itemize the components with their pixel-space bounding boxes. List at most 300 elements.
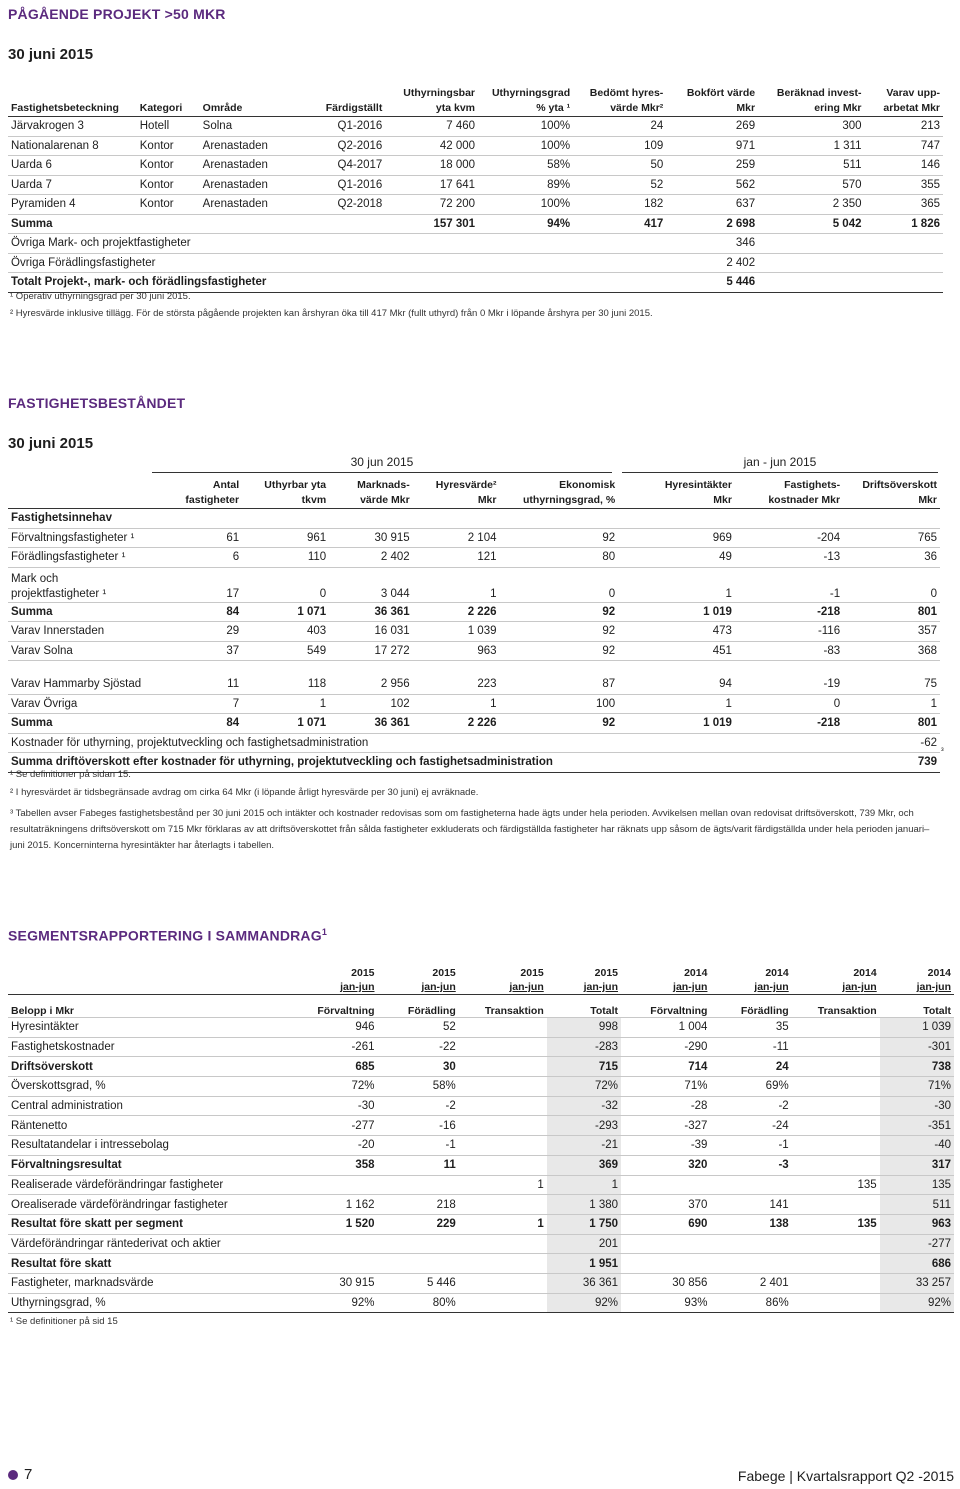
- year-header: 2014 jan-jun: [916, 967, 951, 993]
- table-cell: 100: [500, 694, 619, 714]
- col-header: Färdigställt: [308, 84, 386, 117]
- table-cell: [459, 1018, 547, 1038]
- table-cell: Mark och projektfastigheter ¹: [8, 567, 160, 602]
- table-cell: -40: [880, 1136, 954, 1156]
- section-title-segment: [8, 927, 327, 944]
- table-cell: 317: [880, 1155, 954, 1175]
- table-cell: Varav Övriga: [8, 694, 160, 714]
- col-header: Bokfört värde Mkr: [666, 84, 758, 117]
- table-cell: [710, 1234, 791, 1254]
- table-cell: Orealiserade värdeförändringar fastigheter: [8, 1195, 293, 1215]
- table-cell: -2: [378, 1096, 459, 1116]
- row-label: Totalt Projekt-, mark- och förädlingsfastigheter: [8, 273, 666, 293]
- table-cell: -1: [378, 1136, 459, 1156]
- col-header: Varav upp- arbetat Mkr: [865, 84, 944, 117]
- section-label: Fastighetsinnehav: [8, 509, 940, 529]
- kostnader-row: [8, 733, 940, 753]
- table-cell: 1: [459, 1214, 547, 1234]
- table-cell: 1: [413, 694, 500, 714]
- table-cell: Q2-2018: [308, 195, 386, 215]
- table-cell: [459, 1254, 547, 1274]
- table-cell: 971: [666, 136, 758, 156]
- table-cell: 87: [500, 675, 619, 694]
- year-header: 2014 jan-jun: [673, 967, 708, 993]
- col-header: Område: [200, 84, 308, 117]
- table-row: [8, 156, 943, 176]
- table-cell: Fastigheter, marknadsvärde: [8, 1273, 293, 1293]
- table-row: [8, 195, 943, 215]
- table-cell: 259: [666, 156, 758, 176]
- table-cell: 1 019: [618, 602, 735, 622]
- footnote-2: ² Hyresvärde inklusive tillägg. För de största pågående projekten kan årshyran öka till 417 Mkr (fullt uthyrd) från 0 Mkr i löpande årshyra per 30 juni 2015.: [10, 308, 653, 319]
- section-date-projekt: 30 juni 2015: [8, 46, 94, 63]
- table-cell: 1: [843, 694, 940, 714]
- table-cell: Varav Solna: [8, 641, 160, 661]
- table-cell: [200, 214, 308, 234]
- table-cell: Arenastaden: [200, 195, 308, 215]
- table-cell: Uarda 7: [8, 175, 137, 195]
- col-header: Förädling: [378, 995, 459, 1018]
- table-cell: [308, 214, 386, 234]
- table-cell: -22: [378, 1037, 459, 1057]
- table-cell: [459, 1096, 547, 1116]
- table-cell: [710, 1175, 791, 1195]
- table-cell: 35: [710, 1018, 791, 1038]
- year-header: 2014 jan-jun: [842, 967, 877, 993]
- section-title-segment-text: SEGMENTSRAPPORTERING I SAMMANDRAG: [8, 927, 322, 944]
- table-cell: -204: [735, 528, 843, 548]
- table-cell: Förvaltningsresultat: [8, 1155, 293, 1175]
- table-cell: 715: [547, 1057, 621, 1077]
- table-cell: [459, 1057, 547, 1077]
- table-cell: 1: [618, 567, 735, 602]
- table-cell: 1 951: [547, 1254, 621, 1274]
- table-cell: 33 257: [880, 1273, 954, 1293]
- table-cell: 49: [618, 548, 735, 568]
- table-cell: [293, 1234, 377, 1254]
- table-cell: [792, 1096, 880, 1116]
- table-cell: Hotell: [137, 117, 200, 137]
- extra-row: [8, 234, 943, 254]
- table-cell: -351: [880, 1116, 954, 1136]
- table-cell: Överskottsgrad, %: [8, 1077, 293, 1097]
- table-cell: 92: [500, 714, 619, 734]
- table-cell: [792, 1273, 880, 1293]
- spacer-cell: [8, 661, 940, 676]
- table-cell: [710, 1254, 791, 1274]
- table-row: [8, 136, 943, 156]
- table-cell: -16: [378, 1116, 459, 1136]
- table-cell: 92%: [880, 1293, 954, 1313]
- col-header: Förvaltning: [621, 995, 710, 1018]
- table-cell: 30 856: [621, 1273, 710, 1293]
- table-cell: 1 019: [618, 714, 735, 734]
- table-cell: -327: [621, 1116, 710, 1136]
- table-row: [8, 1195, 954, 1215]
- table-cell: 92: [500, 602, 619, 622]
- table-cell: 5 446: [378, 1273, 459, 1293]
- table-cell: -293: [547, 1116, 621, 1136]
- table-cell: Förädlingsfastigheter ¹: [8, 548, 160, 568]
- table-cell: Förvaltningsfastigheter ¹: [8, 528, 160, 548]
- table-cell: 0: [843, 567, 940, 602]
- table-cell: 3 044: [329, 567, 413, 602]
- table-cell: 11: [160, 675, 242, 694]
- table-cell: 0: [242, 567, 329, 602]
- table-cell: 157 301: [385, 214, 478, 234]
- table-cell: 747: [865, 136, 944, 156]
- table-cell: 365: [865, 195, 944, 215]
- table-cell: 36 361: [329, 714, 413, 734]
- table-cell: 201: [547, 1234, 621, 1254]
- row-label: Summa driftöverskott efter kostnader för uthyrning, projektutveckling och fastighetsadministration: [8, 753, 843, 773]
- section-header-row: [8, 509, 940, 529]
- row-value: 5 446: [666, 273, 758, 293]
- table-cell: 2 226: [413, 602, 500, 622]
- year-header: 2015 jan-jun: [421, 967, 456, 993]
- col-header: Totalt: [880, 995, 954, 1018]
- col-header: [8, 962, 293, 995]
- table-cell: Kontor: [137, 175, 200, 195]
- table-cell: 30: [378, 1057, 459, 1077]
- table-cell: [792, 1116, 880, 1136]
- table-cell: 0: [735, 694, 843, 714]
- table-cell: 969: [618, 528, 735, 548]
- table-cell: 1 039: [880, 1018, 954, 1038]
- row-value: 2 402: [666, 253, 758, 273]
- table-row: [8, 548, 940, 568]
- table-cell: [792, 1136, 880, 1156]
- table-cell: [792, 1155, 880, 1175]
- table-cell: [792, 1293, 880, 1313]
- table-cell: 1 520: [293, 1214, 377, 1234]
- table-cell: 80: [500, 548, 619, 568]
- table-cell: 451: [618, 641, 735, 661]
- table-cell: 121: [413, 548, 500, 568]
- table-cell: 355: [865, 175, 944, 195]
- table-cell: 94: [618, 675, 735, 694]
- segment-table: [8, 962, 954, 1313]
- table-cell: 218: [378, 1195, 459, 1215]
- table-cell: 963: [880, 1214, 954, 1234]
- table-row: [8, 117, 943, 137]
- table-cell: 71%: [621, 1077, 710, 1097]
- table-cell: 17 272: [329, 641, 413, 661]
- section-title-sup: 1: [321, 927, 328, 937]
- col-header: Hyresintäkter Mkr: [664, 479, 732, 506]
- table-cell: 2 104: [413, 528, 500, 548]
- table-cell: -32: [547, 1096, 621, 1116]
- report-title: Fabege | Kvartalsrapport Q2 -2015: [737, 1468, 954, 1484]
- table-cell: 52: [573, 175, 666, 195]
- table-cell: 100%: [478, 136, 573, 156]
- table-cell: Realiserade värdeförändringar fastigheter: [8, 1175, 293, 1195]
- table-cell: [792, 1195, 880, 1215]
- table-cell: -261: [293, 1037, 377, 1057]
- table-cell: [758, 253, 943, 273]
- table-cell: 1: [242, 694, 329, 714]
- table-cell: -19: [735, 675, 843, 694]
- table-cell: Pyramiden 4: [8, 195, 137, 215]
- table-cell: [378, 1175, 459, 1195]
- table-cell: [459, 1077, 547, 1097]
- year-header: 2015 jan-jun: [583, 967, 619, 993]
- footnote-s3: ¹ Se definitioner på sid 15: [10, 1316, 118, 1327]
- table-cell: 84: [160, 714, 242, 734]
- table-row: [8, 1234, 954, 1254]
- table-cell: 369: [547, 1155, 621, 1175]
- table-cell: 146: [865, 156, 944, 176]
- year-header: 2014 jan-jun: [754, 967, 789, 993]
- total-note: ³: [941, 746, 944, 755]
- table-cell: 94%: [478, 214, 573, 234]
- table-cell: 2 956: [329, 675, 413, 694]
- table-cell: 1: [547, 1175, 621, 1195]
- table-cell: Nationalarenan 8: [8, 136, 137, 156]
- table-cell: 42 000: [385, 136, 478, 156]
- table-cell: 100%: [478, 195, 573, 215]
- table-cell: -290: [621, 1037, 710, 1057]
- table-cell: 417: [573, 214, 666, 234]
- table-cell: 72%: [293, 1077, 377, 1097]
- table-cell: 1 380: [547, 1195, 621, 1215]
- table-cell: 213: [865, 117, 944, 137]
- table-cell: 2 698: [666, 214, 758, 234]
- col-header: [8, 476, 160, 509]
- table-cell: Fastighetskostnader: [8, 1037, 293, 1057]
- table-cell: 963: [413, 641, 500, 661]
- table-cell: 714: [621, 1057, 710, 1077]
- table-cell: Uarda 6: [8, 156, 137, 176]
- table-cell: 690: [621, 1214, 710, 1234]
- table-cell: 58%: [378, 1077, 459, 1097]
- table-cell: 765: [843, 528, 940, 548]
- col-header: Marknads- värde Mkr: [357, 479, 410, 506]
- table-cell: [758, 273, 943, 293]
- table-cell: 92: [500, 622, 619, 642]
- table-cell: 998: [547, 1018, 621, 1038]
- property-holdings-table: [8, 476, 940, 773]
- table-cell: Arenastaden: [200, 156, 308, 176]
- table-row: [8, 1077, 954, 1097]
- table-cell: 2 350: [758, 195, 864, 215]
- table-cell: Q4-2017: [308, 156, 386, 176]
- table-cell: -30: [293, 1096, 377, 1116]
- table-row: [8, 567, 940, 602]
- table-row: [8, 1018, 954, 1038]
- table-cell: [621, 1175, 710, 1195]
- year-header: 2015 jan-jun: [340, 967, 375, 993]
- table-cell: [792, 1018, 880, 1038]
- col-header: Uthyrbar yta tkvm: [264, 479, 327, 506]
- table-cell: 1 162: [293, 1195, 377, 1215]
- table-cell: 637: [666, 195, 758, 215]
- table-row: [8, 1116, 954, 1136]
- table-cell: Värdeförändringar räntederivat och aktier: [8, 1234, 293, 1254]
- table-row: [8, 1175, 954, 1195]
- page-number-text: 7: [24, 1466, 33, 1483]
- table-cell: -277: [293, 1116, 377, 1136]
- table-cell: 50: [573, 156, 666, 176]
- table-cell: Q1-2016: [308, 117, 386, 137]
- table-cell: 7: [160, 694, 242, 714]
- table-cell: 1 071: [242, 602, 329, 622]
- footnote-s2-2: ² I hyresvärdet är tidsbegränsade avdrag om cirka 64 Mkr (i löpande årligt hyresvärde per 30 juni) ej avräknade.: [10, 787, 479, 798]
- table-row: [8, 602, 940, 622]
- table-cell: 29: [160, 622, 242, 642]
- bullet-icon: [8, 1470, 18, 1480]
- table-cell: 30 915: [329, 528, 413, 548]
- table-cell: 2 226: [413, 714, 500, 734]
- row-value: -62: [843, 733, 940, 753]
- table-row: [8, 1057, 954, 1077]
- page-number: [8, 1466, 32, 1483]
- table-row: [8, 1096, 954, 1116]
- table-cell: Q1-2016: [308, 175, 386, 195]
- table-cell: 37: [160, 641, 242, 661]
- table-cell: Summa: [8, 714, 160, 734]
- col-header: Transaktion: [792, 995, 880, 1018]
- table-cell: Central administration: [8, 1096, 293, 1116]
- table-row: [8, 1155, 954, 1175]
- table-cell: 93%: [621, 1293, 710, 1313]
- table-cell: 685: [293, 1057, 377, 1077]
- table-cell: 75: [843, 675, 940, 694]
- col-header: Kategori: [137, 84, 200, 117]
- table-cell: 141: [710, 1195, 791, 1215]
- table-cell: 1 039: [413, 622, 500, 642]
- table-cell: Solna: [200, 117, 308, 137]
- table-cell: 1 750: [547, 1214, 621, 1234]
- table-cell: 16 031: [329, 622, 413, 642]
- table-cell: 80%: [378, 1293, 459, 1313]
- table-cell: -218: [735, 714, 843, 734]
- table-cell: 1 311: [758, 136, 864, 156]
- table-cell: [293, 1175, 377, 1195]
- table-row: [8, 1214, 954, 1234]
- table-cell: 36: [843, 548, 940, 568]
- spacer-row: [8, 661, 940, 676]
- table-cell: 110: [242, 548, 329, 568]
- table-cell: 357: [843, 622, 940, 642]
- table-cell: [459, 1155, 547, 1175]
- col-header: Beräknad invest- ering Mkr: [758, 84, 864, 117]
- table-cell: Uthyrningsgrad, %: [8, 1293, 293, 1313]
- row-label: Övriga Mark- och projektfastigheter: [8, 234, 666, 254]
- table-cell: -277: [880, 1234, 954, 1254]
- extra-row: [8, 253, 943, 273]
- table-cell: 11: [378, 1155, 459, 1175]
- table-cell: 92: [500, 641, 619, 661]
- table-cell: 511: [758, 156, 864, 176]
- table-cell: [459, 1037, 547, 1057]
- table-cell: 24: [710, 1057, 791, 1077]
- table-cell: [792, 1057, 880, 1077]
- table-cell: 138: [710, 1214, 791, 1234]
- footnote-1: ¹ Operativ uthyrningsgrad per 30 juni 2015.: [10, 291, 191, 302]
- table-cell: [459, 1195, 547, 1215]
- table-cell: [459, 1136, 547, 1156]
- table-row: [8, 1037, 954, 1057]
- table-cell: 30 915: [293, 1273, 377, 1293]
- table-row: [8, 528, 940, 548]
- table-cell: 100%: [478, 117, 573, 137]
- table-cell: -11: [710, 1037, 791, 1057]
- table-cell: 1: [618, 694, 735, 714]
- col-header: Uthyrningsgrad % yta ¹: [478, 84, 573, 117]
- table-cell: [459, 1293, 547, 1313]
- table-cell: Kontor: [137, 195, 200, 215]
- table-row: [8, 175, 943, 195]
- table-cell: 102: [329, 694, 413, 714]
- section-title-fastighetsbestand: FASTIGHETSBESTÅNDET: [8, 395, 186, 411]
- table-cell: -28: [621, 1096, 710, 1116]
- table-cell: 961: [242, 528, 329, 548]
- table-cell: 71%: [880, 1077, 954, 1097]
- table-cell: [459, 1273, 547, 1293]
- table-cell: -24: [710, 1116, 791, 1136]
- table-cell: Järvakrogen 3: [8, 117, 137, 137]
- table-cell: 686: [880, 1254, 954, 1274]
- table-cell: Arenastaden: [200, 175, 308, 195]
- table-row: [8, 714, 940, 734]
- table-cell: Kontor: [137, 136, 200, 156]
- table-cell: 135: [880, 1175, 954, 1195]
- table-cell: -116: [735, 622, 843, 642]
- table-cell: 370: [621, 1195, 710, 1215]
- table-cell: -13: [735, 548, 843, 568]
- row-label: Övriga Förädlingsfastigheter: [8, 253, 666, 273]
- table-cell: 0: [500, 567, 619, 602]
- footnote-s2-3: ³ Tabellen avser Fabeges fastighetsbestånd per 30 juni 2015 och intäkter och kostnader redovisas som om fastigheterna hade ägts under hela perioden. Avvikelsen mellan ovan redovisat driftsöverskott, 739 Mkr, och resultaträkningens driftsöverskott om 715 Mkr förklaras av att driftsöverskottet från sålda fastigheter exkluderats och färdigställda fastigheter har räknats upp såsom de ägts/varit färdigställda under hela perioden januari–juni 2015. Koncerninterna hyresintäkter har återlagts i tabellen.: [10, 808, 930, 851]
- table-cell: 72%: [547, 1077, 621, 1097]
- table-cell: Varav Hammarby Sjöstad: [8, 675, 160, 694]
- col-header: Hyresvärde² Mkr: [435, 479, 497, 506]
- table-cell: -30: [880, 1096, 954, 1116]
- table-cell: -1: [710, 1136, 791, 1156]
- table-cell: [792, 1254, 880, 1274]
- table-cell: 84: [160, 602, 242, 622]
- year-header: 2015 jan-jun: [509, 967, 544, 993]
- table-cell: Q2-2016: [308, 136, 386, 156]
- table-cell: Arenastaden: [200, 136, 308, 156]
- table-cell: Resultat före skatt per segment: [8, 1214, 293, 1234]
- table-cell: 229: [378, 1214, 459, 1234]
- table-cell: -2: [710, 1096, 791, 1116]
- table-cell: [137, 214, 200, 234]
- table-row: [8, 1136, 954, 1156]
- table-row: [8, 675, 940, 694]
- table-cell: 182: [573, 195, 666, 215]
- table-cell: 61: [160, 528, 242, 548]
- table-cell: [293, 1254, 377, 1274]
- table-cell: 2 402: [329, 548, 413, 568]
- table-cell: -218: [735, 602, 843, 622]
- table-row: [8, 694, 940, 714]
- table-cell: 1 826: [865, 214, 944, 234]
- table-cell: 562: [666, 175, 758, 195]
- group-label-janjun: jan - jun 2015: [622, 455, 938, 473]
- table-cell: -39: [621, 1136, 710, 1156]
- table-row: [8, 1273, 954, 1293]
- table-cell: -21: [547, 1136, 621, 1156]
- table-cell: 18 000: [385, 156, 478, 176]
- table-cell: 1 071: [242, 714, 329, 734]
- row-value: 739: [843, 753, 940, 773]
- table-cell: 2 401: [710, 1273, 791, 1293]
- table-cell: 118: [242, 675, 329, 694]
- col-header: Förädling: [710, 995, 791, 1018]
